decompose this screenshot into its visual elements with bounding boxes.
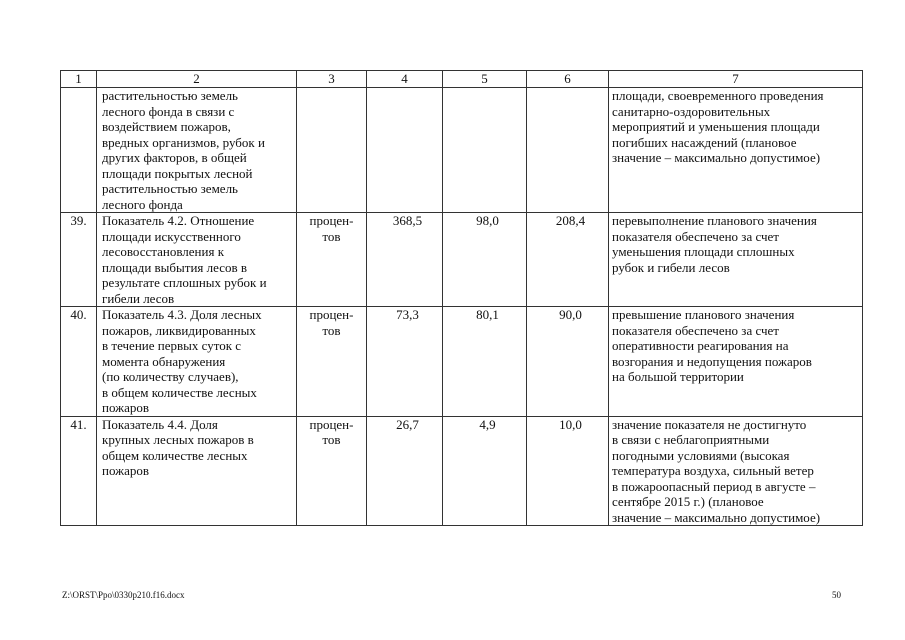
column-number-cell: 3 [297, 71, 367, 88]
indicator-name-cell: Показатель 4.3. Доля лесных пожаров, ликвидированных в течение первых суток с момента обнаружения (по количеству случаев), в общем количестве лесных пожаров [97, 307, 297, 417]
unit-cell: процен- тов [297, 416, 367, 526]
value-col4-cell: 26,7 [367, 416, 443, 526]
table-row [61, 88, 863, 213]
column-number-cell: 1 [61, 71, 97, 88]
value-col4-cell: 73,3 [367, 307, 443, 417]
table-row [61, 416, 863, 526]
value-col5-cell: 4,9 [443, 416, 527, 526]
value-col4-cell [367, 88, 443, 213]
row-number-cell [61, 88, 97, 213]
indicator-name-cell: растительностью земель лесного фонда в связи с воздействием пожаров, вредных организмов, рубок и других факторов, в общей площади покрытых лесной растительностью земель лесного фонда [97, 88, 297, 213]
value-col5-cell: 98,0 [443, 213, 527, 307]
column-number-cell: 5 [443, 71, 527, 88]
row-number-cell: 39. [61, 213, 97, 307]
value-col6-cell: 90,0 [527, 307, 609, 417]
unit-cell: процен- тов [297, 307, 367, 417]
row-number-cell: 41. [61, 416, 97, 526]
indicator-name-cell: Показатель 4.2. Отношение площади искусственного лесовосстановления к площади выбытия лесов в результате сплошных рубок и гибели лесов [97, 213, 297, 307]
explanation-cell: перевыполнение планового значения показателя обеспечено за счет уменьшения площади сплошных рубок и гибели лесов [609, 213, 863, 307]
unit-cell [297, 88, 367, 213]
page-number: 50 [832, 590, 841, 600]
explanation-cell: значение показателя не достигнуто в связи с неблагоприятными погодными условиями (высокая температура воздуха, сильный ветер в пожароопасный период в августе – сентябре 2015 г.) (плановое значение – максимально допустимое) [609, 416, 863, 526]
indicators-table [60, 70, 863, 526]
value-col6-cell: 208,4 [527, 213, 609, 307]
document-file-path: Z:\ORST\Ppo\0330p210.f16.docx [62, 590, 185, 600]
indicator-name-cell: Показатель 4.4. Доля крупных лесных пожаров в общем количестве лесных пожаров [97, 416, 297, 526]
table-row [61, 307, 863, 417]
column-number-cell: 7 [609, 71, 863, 88]
value-col6-cell: 10,0 [527, 416, 609, 526]
column-number-row [61, 71, 863, 88]
value-col5-cell [443, 88, 527, 213]
value-col4-cell: 368,5 [367, 213, 443, 307]
value-col6-cell [527, 88, 609, 213]
unit-cell: процен- тов [297, 213, 367, 307]
table-row [61, 213, 863, 307]
column-number-cell: 4 [367, 71, 443, 88]
explanation-cell: площади, своевременного проведения санитарно-оздоровительных мероприятий и уменьшения площади погибших насаждений (плановое значение – максимально допустимое) [609, 88, 863, 213]
row-number-cell: 40. [61, 307, 97, 417]
table-body [61, 71, 863, 526]
explanation-cell: превышение планового значения показателя обеспечено за счет оперативности реагирования на возгорания и недопущения пожаров на большой территории [609, 307, 863, 417]
column-number-cell: 6 [527, 71, 609, 88]
column-number-cell: 2 [97, 71, 297, 88]
value-col5-cell: 80,1 [443, 307, 527, 417]
